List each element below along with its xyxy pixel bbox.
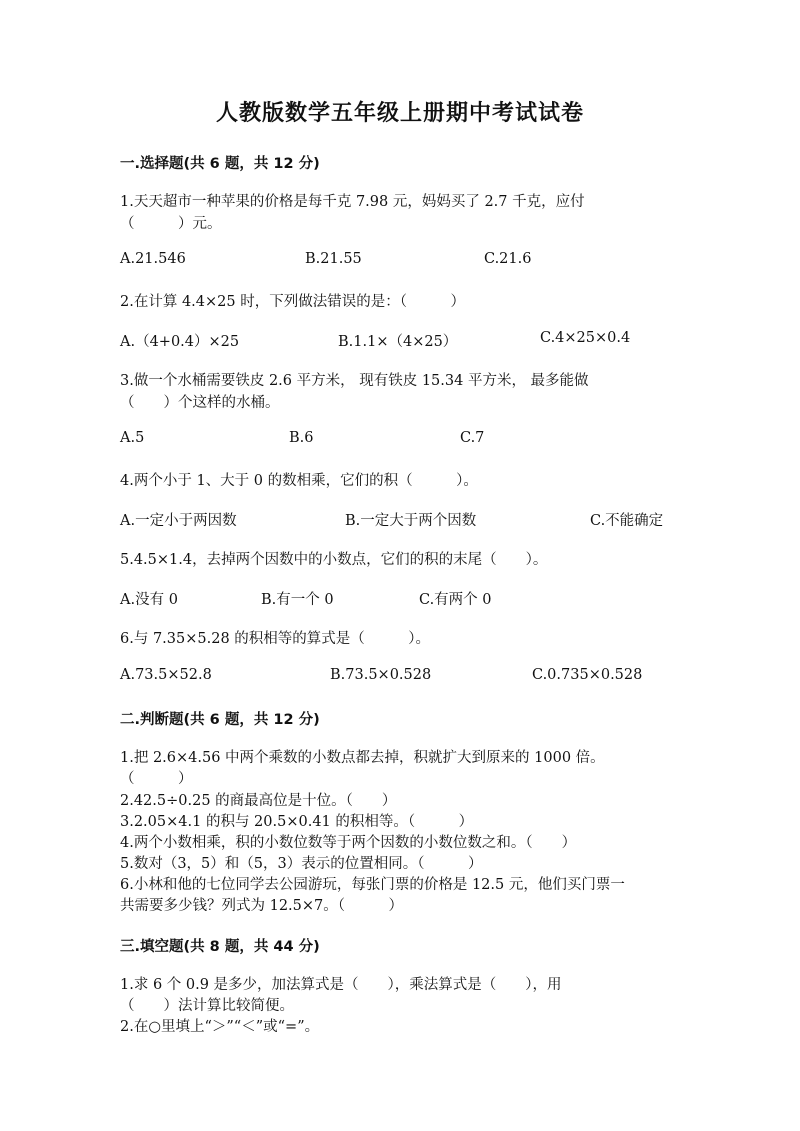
option-b: B.73.5×0.528 (330, 667, 432, 683)
option-c: C.4×25×0.4 (540, 330, 631, 346)
question-text: 6.与 7.35×5.28 的积相等的算式是（ ）。 (120, 631, 431, 647)
option-b: B.有一个 0 (261, 592, 334, 608)
statement-line: （ ） (120, 771, 193, 787)
exam-title: 人教版数学五年级上册期中考试试卷 (215, 101, 584, 126)
question-text: （ ）个这样的水桶。 (120, 395, 280, 411)
option-a: A.没有 0 (120, 592, 178, 608)
section-heading-judgment: 二.判断题(共 6 题，共 12 分) (120, 712, 320, 728)
option-a: A.5 (120, 430, 145, 446)
question-text: 1.天天超市一种苹果的价格是每千克 7.98 元，妈妈买了 2.7 千克，应付 (120, 194, 585, 210)
option-c: C.有两个 0 (419, 592, 492, 608)
statement-line: 共需要多少钱？列式为 12.5×7。（ ） (120, 898, 404, 914)
question-text: 2.在计算 4.4×25 时，下列做法错误的是：（ ） (120, 294, 465, 310)
section-heading-choice: 一.选择题(共 6 题，共 12 分) (120, 156, 320, 172)
statement-line: 2.42.5÷0.25 的商最高位是十位。（ ） (120, 793, 397, 809)
option-c: C.7 (460, 430, 485, 446)
question-text: （ ）法计算比较简便。 (120, 998, 294, 1014)
statement-line: 6.小林和他的七位同学去公园游玩，每张门票的价格是 12.5 元，他们买门票一 (120, 877, 625, 893)
question-text: 3.做一个水桶需要铁皮 2.6 平方米， 现有铁皮 15.34 平方米， 最多能做 (120, 373, 589, 389)
statement-line: 3.2.05×4.1 的积与 20.5×0.41 的积相等。（ ） (120, 814, 474, 830)
option-a: A.21.546 (120, 251, 186, 267)
question-text: 2.在○里填上“＞”“＜”或“=”。 (120, 1019, 320, 1035)
statement-line: 1.把 2.6×4.56 中两个乘数的小数点都去掉，积就扩大到原来的 1000 倍。 (120, 750, 605, 766)
option-a: A.（4+0.4）×25 (120, 334, 240, 350)
statement-line: 5.数对（3，5）和（5，3）表示的位置相同。（ ） (120, 856, 483, 872)
option-c: C.21.6 (484, 251, 532, 267)
option-c: C.0.735×0.528 (532, 667, 643, 683)
option-b: B.21.55 (305, 251, 362, 267)
option-b: B.一定大于两个因数 (345, 513, 477, 529)
question-text: （ ）元。 (120, 216, 222, 232)
section-heading-fill: 三.填空题(共 8 题，共 44 分) (120, 939, 320, 955)
question-text: 4.两个小于 1、大于 0 的数相乘，它们的积（ ）。 (120, 473, 478, 489)
option-b: B.1.1×（4×25） (338, 334, 458, 350)
option-c: C.不能确定 (590, 513, 664, 529)
statement-line: 4.两个小数相乘，积的小数位数等于两个因数的小数位数之和。（ ） (120, 835, 577, 851)
question-text: 1.求 6 个 0.9 是多少，加法算式是（ ），乘法算式是（ ），用 (120, 977, 562, 993)
option-a: A.73.5×52.8 (120, 667, 212, 683)
question-text: 5.4.5×1.4，去掉两个因数中的小数点，它们的积的末尾（ ）。 (120, 552, 548, 568)
option-b: B.6 (289, 430, 314, 446)
option-a: A.一定小于两因数 (120, 513, 237, 529)
